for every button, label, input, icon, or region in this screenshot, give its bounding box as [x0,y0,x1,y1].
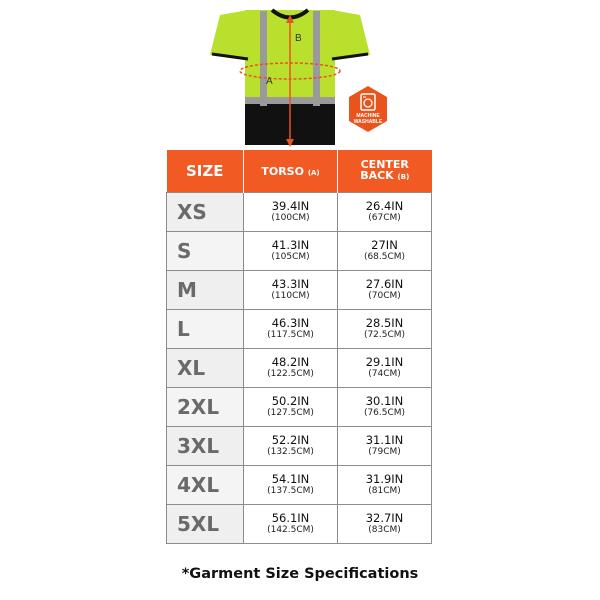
table-row [167,505,432,544]
torso-in: 39.4IN [271,199,310,213]
center-back-in: 32.7IN [365,511,404,525]
table-row [167,271,432,310]
torso-in: 41.3IN [271,238,310,252]
center-back-cm: (81CM) [368,486,401,496]
torso-cm: (132.5CM) [267,447,314,457]
torso-in: 50.2IN [271,394,310,408]
torso-in: 48.2IN [271,355,310,369]
header-center-back: CENTER BACK (B) [338,150,432,193]
left-sleeve [210,10,250,60]
center-back-in: 26.4IN [365,199,404,213]
torso-cm: (127.5CM) [267,408,314,418]
torso-cell [244,271,338,310]
center-back-in: 31.1IN [365,433,404,447]
torso-in: 46.3IN [271,316,310,330]
torso-cell [244,349,338,388]
center-back-cell [338,193,432,232]
label-b: B [295,33,302,44]
center-back-in: 27IN [371,238,398,252]
torso-cm: (137.5CM) [267,486,314,496]
table-row [167,349,432,388]
torso-cm: (142.5CM) [267,525,314,535]
center-back-cm: (67CM) [368,213,401,223]
size-cell: XL [167,349,244,388]
center-back-cell [338,466,432,505]
torso-in: 54.1IN [271,472,310,486]
size-cell: L [167,310,244,349]
center-back-cm: (79CM) [368,447,401,457]
torso-cm: (122.5CM) [267,369,314,379]
size-cell: S [167,232,244,271]
torso-cell [244,466,338,505]
center-back-cell [338,505,432,544]
center-back-cell [338,232,432,271]
torso-in: 43.3IN [271,277,310,291]
torso-cm: (100CM) [271,213,310,223]
header-size: SIZE [167,150,244,193]
center-back-cm: (70CM) [368,291,401,301]
torso-cell [244,310,338,349]
size-cell: 2XL [167,388,244,427]
badge-line-1: MACHINE [356,113,380,119]
footnote: *Garment Size Specifications [181,566,419,582]
center-back-in: 29.1IN [365,355,404,369]
torso-cm: (105CM) [271,252,310,262]
badge-line-2: WASHABLE [353,119,383,125]
size-cell: M [167,271,244,310]
torso-in: 52.2IN [271,433,310,447]
table-row [167,232,432,271]
torso-cell [244,505,338,544]
table-header-row [167,150,432,193]
table-row [167,427,432,466]
size-cell: 3XL [167,427,244,466]
center-back-in: 27.6IN [365,277,404,291]
center-back-cm: (72.5CM) [363,330,406,340]
center-back-cm: (68.5CM) [363,252,406,262]
size-chart-table [166,150,432,544]
center-back-cm: (74CM) [368,369,401,379]
center-back-cm: (83CM) [368,525,401,535]
right-sleeve [330,10,370,60]
table-row [167,310,432,349]
center-back-cell [338,427,432,466]
center-back-in: 28.5IN [365,316,404,330]
center-back-cell [338,310,432,349]
table-row [167,388,432,427]
torso-in: 56.1IN [271,511,310,525]
torso-cell [244,388,338,427]
label-a: A [266,76,273,87]
center-back-cell [338,349,432,388]
torso-cm: (117.5CM) [267,330,314,340]
size-cell: XS [167,193,244,232]
size-cell: 4XL [167,466,244,505]
header-torso: TORSO (A) [244,150,338,193]
center-back-cell [338,271,432,310]
center-back-cell [338,388,432,427]
center-back-cm: (76.5CM) [363,408,406,418]
table-row [167,466,432,505]
size-cell: 5XL [167,505,244,544]
machine-washable-badge [347,85,389,133]
torso-cm: (110CM) [271,291,310,301]
left-vertical-stripe [260,11,267,106]
torso-cell [244,232,338,271]
washing-machine-icon [347,85,389,133]
center-back-in: 30.1IN [365,394,404,408]
table-row [167,193,432,232]
right-vertical-stripe [313,11,320,106]
torso-cell [244,427,338,466]
torso-cell [244,193,338,232]
center-back-in: 31.9IN [365,472,404,486]
